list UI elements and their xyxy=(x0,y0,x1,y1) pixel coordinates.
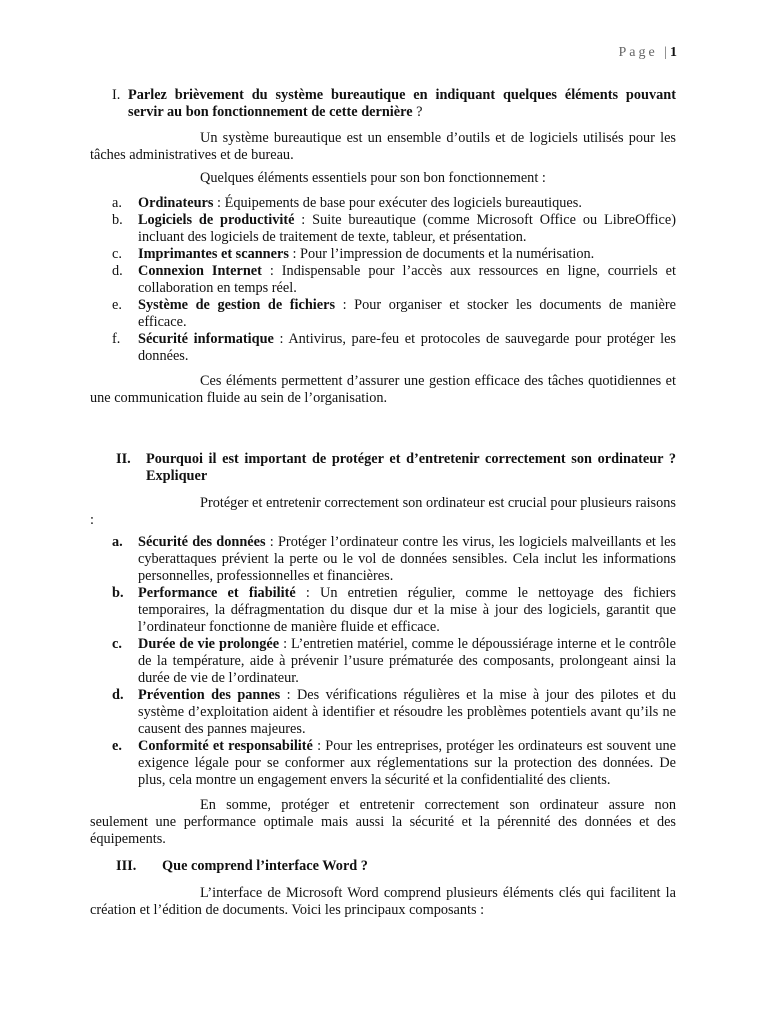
list-item-term: Prévention des pannes xyxy=(138,687,281,703)
section-2-closing: En somme, protéger et entretenir correctement son ordinateur assure non seulement une performance optimale mais aussi la sécurité et la pérennité des données et des équipements. xyxy=(90,797,676,847)
list-item-text: : Pour l’impression de documents et la numérisation. xyxy=(288,246,595,262)
list-item-body xyxy=(138,687,676,738)
page-header xyxy=(618,44,677,61)
section-1-closing: Ces éléments permettent d’assurer une gestion efficace des tâches quotidiennes et une communication fluide au sein de l’organisation. xyxy=(90,373,676,406)
list-item-body xyxy=(138,195,676,212)
list-item-text: : L’entretien matériel, comme le dépoussiérage interne et le contrôle de la température, aide à prévenir l’usure prématurée des composants, prolongeant ainsi la durée de vie de l’ordinateur. xyxy=(138,636,676,686)
list-item-body xyxy=(138,263,676,297)
list-item xyxy=(90,246,676,263)
list-item xyxy=(90,687,676,738)
list-item-text: : Antivirus, pare-feu et protocoles de sauvegarde pour protéger les données. xyxy=(138,331,676,364)
list-item-text: : Pour les entreprises, protéger les ordinateurs est souvent une exigence légale pour se conformer aux réglementations sur la protection des données. De plus, cela montre un engagement envers la sécurité et la confidentialité des clients. xyxy=(138,738,676,788)
list-item-text: : Suite bureautique (comme Microsoft Office ou LibreOffice) incluant des logiciels de traitement de texte, tableur, et présentation. xyxy=(138,212,676,245)
section-1-question-mark: ? xyxy=(412,104,423,120)
section-1-numeral: I. xyxy=(112,87,121,103)
list-item-term: Logiciels de productivité xyxy=(138,212,295,228)
document-body xyxy=(90,87,676,919)
section-2-numeral: II. xyxy=(116,451,131,467)
section-3-question-text: Que comprend l’interface Word ? xyxy=(162,858,368,874)
list-item xyxy=(90,195,676,212)
list-item-term: Conformité et responsabilité xyxy=(138,738,313,754)
list-marker: d. xyxy=(112,687,124,703)
list-marker: e. xyxy=(112,738,122,754)
list-item xyxy=(90,212,676,246)
list-marker: c. xyxy=(112,246,122,262)
section-2-intro: Protéger et entretenir correctement son ordinateur est crucial pour plusieurs raisons : xyxy=(90,495,676,528)
list-item-term: Connexion Internet xyxy=(138,263,262,279)
list-item-term: Sécurité des données xyxy=(138,534,266,550)
list-item-term: Durée de vie prolongée xyxy=(138,636,280,652)
section-1-question xyxy=(90,87,676,121)
list-marker: f. xyxy=(112,331,121,347)
section-3-intro: L’interface de Microsoft Word comprend plusieurs éléments clés qui facilitent la création et l’édition de documents. Voici les principaux composants : xyxy=(90,885,676,918)
list-item-term: Sécurité informatique xyxy=(138,331,274,347)
list-item-term: Imprimantes et scanners xyxy=(138,246,289,262)
list-item-body xyxy=(138,331,676,365)
section-1-list xyxy=(90,195,676,365)
section-1-question-text xyxy=(128,87,676,121)
list-item-body xyxy=(138,636,676,687)
list-item xyxy=(90,738,676,789)
list-item xyxy=(90,585,676,636)
list-item-text: : Équipements de base pour exécuter des logiciels bureautiques. xyxy=(213,195,582,211)
section-1-intro: Un système bureautique est un ensemble d’outils et de logiciels utilisés pour les tâches administratives et de bureau. xyxy=(90,130,676,163)
list-item-text: : Protéger l’ordinateur contre les virus, les logiciels malveillants et les cyberattaques prévient la perte ou le vol de données sensibles. Cela inclut les informations personnelles, professionnelles et financières. xyxy=(138,534,676,584)
list-marker: b. xyxy=(112,212,123,228)
list-item-body xyxy=(138,297,676,331)
list-item xyxy=(90,534,676,585)
list-marker: d. xyxy=(112,263,123,279)
list-item-text: : Un entretien régulier, comme le nettoyage des fichiers temporaires, la défragmentation du disque dur et la mise à jour des logiciels, garantit que l’ordinateur fonctionne de manière fluide et efficace. xyxy=(138,585,677,635)
list-item-body xyxy=(138,534,676,585)
list-marker: e. xyxy=(112,297,122,313)
list-item-term: Performance et fiabilité xyxy=(138,585,296,601)
list-marker: c. xyxy=(112,636,122,652)
section-3-question xyxy=(90,858,676,875)
list-item-body xyxy=(138,585,676,636)
page-number: 1 xyxy=(670,45,677,60)
list-item-text: : Des vérifications régulières et la mise à jour des pilotes et du système d’exploitation aident à identifier et résoudre les problèmes potentiels avant qu’ils ne causent des pannes majeures. xyxy=(138,687,676,737)
section-3-numeral: III. xyxy=(116,858,137,874)
list-item-body xyxy=(138,246,676,263)
list-item xyxy=(90,331,676,365)
list-item-body xyxy=(138,738,676,789)
list-marker: a. xyxy=(112,195,122,211)
list-item xyxy=(90,263,676,297)
section-2-question-text: Pourquoi il est important de protéger et d’entretenir correctement son ordinateur ? Expliquer xyxy=(146,451,676,484)
section-1-lead: Quelques éléments essentiels pour son bon fonctionnement : xyxy=(200,170,546,186)
section-1-question-bold: Parlez brièvement du système bureautique en indiquant quelques éléments pouvant servir au bon fonctionnement de cette dernière xyxy=(128,87,676,120)
list-item-term: Système de gestion de fichiers xyxy=(138,297,336,313)
list-marker: b. xyxy=(112,585,124,601)
section-2-question xyxy=(90,451,676,485)
list-item-body xyxy=(138,212,676,246)
list-item-term: Ordinateurs xyxy=(138,195,214,211)
list-marker: a. xyxy=(112,534,123,550)
list-item-text: : Indispensable pour l’accès aux ressources en ligne, courriels et collaboration en temps réel. xyxy=(138,263,676,296)
section-2-list xyxy=(90,534,676,789)
list-item xyxy=(90,636,676,687)
list-item-text: : Pour organiser et stocker les documents de manière efficace. xyxy=(138,297,676,330)
list-item xyxy=(90,297,676,331)
page-label: Page | xyxy=(618,45,670,60)
